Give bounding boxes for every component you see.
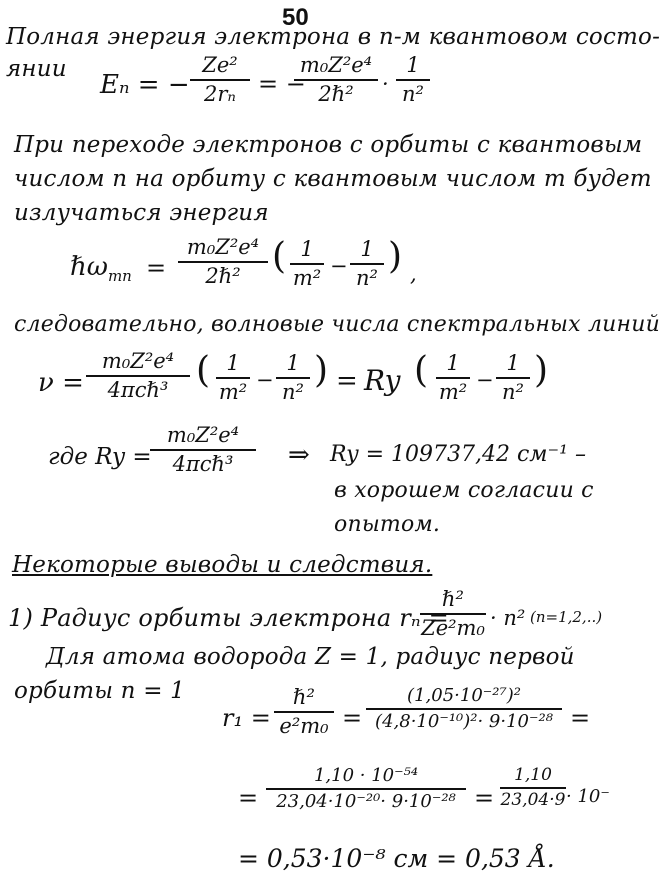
implies-arrow: ⇒ (288, 440, 310, 470)
numerator: 1 (506, 351, 520, 375)
numerator: ℏ² (293, 685, 315, 709)
equals-sign: = (474, 784, 495, 812)
fraction (496, 352, 530, 404)
denominator: 2ℏ² (205, 264, 241, 289)
subscript: mn (107, 267, 132, 286)
numerator: 1,10 (514, 765, 552, 785)
radius-lhs: r₁ = (222, 704, 271, 732)
equals-sign: = − (258, 70, 306, 98)
denominator: 4πcℏ³ (172, 452, 234, 477)
numerator: 1 (226, 351, 240, 375)
paren-close: ) (388, 236, 403, 277)
fraction (150, 424, 256, 476)
denominator: n² (402, 82, 424, 107)
energy-quantum-lhs (70, 252, 132, 285)
numerator: 1 (446, 351, 460, 375)
minus-sign: − (476, 368, 494, 392)
fraction (350, 238, 384, 290)
numerator: 1 (406, 53, 420, 77)
fraction (420, 588, 486, 640)
numerator: 1 (286, 351, 300, 375)
numerator: 1 (360, 237, 374, 261)
fraction (276, 352, 310, 404)
denominator: (4,8·10⁻¹⁰)²· 9·10⁻²⁸ (375, 710, 553, 732)
numerator: (1,05·10⁻²⁷)² (407, 685, 521, 706)
hbar-omega: ℏω (70, 252, 108, 282)
fraction (436, 352, 470, 404)
fraction (396, 54, 430, 106)
fraction (86, 350, 190, 402)
fraction (216, 352, 250, 404)
n-squared: · n² (490, 606, 526, 630)
numerator: ℏ² (442, 587, 464, 611)
text-line: Для атома водорода Z = 1, радиус первой (46, 644, 575, 670)
fraction (178, 236, 268, 288)
denominator: n² (502, 380, 524, 405)
numerator: 1 (300, 237, 314, 261)
denominator: n² (282, 380, 304, 405)
text-line: При переходе электронов с орбиты с квантовым (14, 132, 643, 158)
fraction (366, 686, 562, 732)
rydberg-value: Ry = 109737,42 см⁻¹ – (330, 442, 586, 467)
where-ry: где Ry = (48, 444, 152, 470)
radius-result: = 0,53·10⁻⁸ см = 0,53 Å. (238, 844, 555, 873)
equals-sign: = (342, 704, 363, 732)
paren-open: ( (196, 350, 211, 391)
paren-open: ( (414, 350, 429, 391)
denominator: m² (292, 266, 322, 291)
denominator: 4πcℏ³ (107, 378, 169, 403)
numerator: m₀Z²e⁴ (101, 349, 175, 373)
denominator: n² (356, 266, 378, 291)
equals-sign: = (570, 704, 591, 732)
comma: , (410, 262, 417, 286)
energy-lhs: Eₙ = − (100, 70, 190, 100)
minus-sign: − (330, 254, 348, 278)
text-line: опытом. (334, 512, 441, 537)
wavenumber-lhs: ν = (38, 368, 84, 398)
denominator: 2ℏ² (318, 82, 354, 107)
denominator: 23,04·10⁻²⁰· 9·10⁻²⁸ (276, 790, 456, 812)
denominator: 23,04·9 (500, 789, 566, 810)
equals-sign: = (146, 254, 167, 282)
text-line: излучаться энергия (14, 200, 269, 226)
n-condition: (n=1,2,..) (530, 608, 603, 626)
dot-sign: · (382, 72, 389, 96)
fraction (500, 766, 566, 809)
fraction (190, 54, 250, 106)
fraction (266, 766, 466, 812)
fraction (290, 238, 324, 290)
section-heading: Некоторые выводы и следствия. (12, 552, 433, 578)
fraction (294, 54, 378, 106)
paren-open: ( (272, 236, 287, 277)
denominator: m² (218, 380, 248, 405)
paren-close: ) (534, 350, 549, 391)
equals-sign: = (238, 784, 259, 812)
equals-sign: = (336, 366, 358, 396)
numerator: m₀Z²e⁴ (186, 235, 260, 259)
numerator: m₀Z²e⁴ (299, 53, 373, 77)
text-line: янии (6, 56, 67, 82)
fraction (274, 686, 334, 738)
text-line: следовательно, волновые числа спектральных линий (14, 312, 660, 337)
denominator: 2rₙ (204, 82, 236, 107)
rydberg-symbol: Ry (364, 364, 401, 397)
text-line: в хорошем согласии с (334, 478, 594, 503)
text-line: числом n на орбиту с квантовым числом m будет (14, 166, 652, 192)
minus-sign: − (256, 368, 274, 392)
denominator: e²m₀ (279, 714, 329, 739)
text-line: Полная энергия электрона в n-м квантовом состо- (6, 24, 660, 50)
numerator: Ze² (202, 53, 238, 77)
denominator: m² (438, 380, 468, 405)
paren-close: ) (314, 350, 329, 391)
text-line: орбиты n = 1 (14, 678, 186, 704)
item-label: 1) Радиус орбиты электрона rₙ = (8, 604, 449, 632)
denominator: Ze²m₀ (421, 616, 485, 641)
power-tail: · 10⁻ (566, 786, 610, 807)
numerator: 1,10 · 10⁻⁵⁴ (313, 765, 419, 786)
page-number: 50 (282, 4, 309, 31)
numerator: m₀Z²e⁴ (166, 423, 240, 447)
